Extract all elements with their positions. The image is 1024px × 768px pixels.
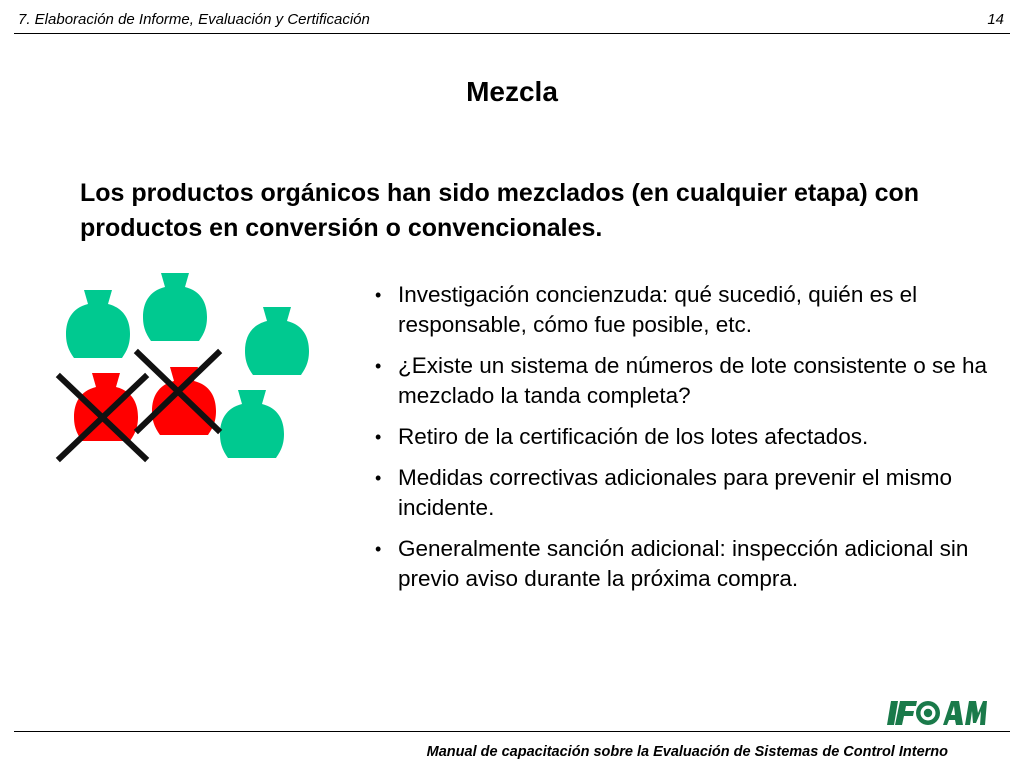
- header-section-title: 7. Elaboración de Informe, Evaluación y Certificación: [18, 11, 370, 28]
- green-jar: [220, 390, 284, 458]
- lead-statement: Los productos orgánicos han sido mezclados (en cualquier etapa) con productos en conversión o convencionales.: [80, 179, 920, 242]
- green-jar: [245, 307, 309, 375]
- footer-manual-title: Manual de capacitación sobre la Evaluación de Sistemas de Control Interno: [426, 744, 948, 760]
- slide-title: Mezcla: [466, 76, 558, 107]
- page-number: 14: [987, 11, 1004, 28]
- list-item: • ¿Existe un sistema de números de lote consistente o se ha mezclado la tanda completa?: [375, 353, 988, 408]
- mixed-jars-illustration: [50, 265, 340, 475]
- red-jar: [74, 373, 138, 441]
- bullet-list: [375, 280, 995, 605]
- list-item: • Retiro de la certificación de los lotes afectados.: [375, 424, 869, 449]
- list-item: • Investigación concienzuda: qué sucedió, quién es el responsable, cómo fue posible, etc.: [375, 282, 918, 337]
- green-jar: [66, 290, 130, 358]
- list-item: • Generalmente sanción adicional: inspección adicional sin previo aviso durante la próxima compra.: [375, 536, 969, 591]
- ifoam-logo: [885, 697, 987, 729]
- green-jar: [143, 273, 207, 341]
- list-item: • Medidas correctivas adicionales para prevenir el mismo incidente.: [375, 465, 952, 520]
- footer-rule: [14, 731, 1010, 732]
- header-rule: [14, 33, 1010, 34]
